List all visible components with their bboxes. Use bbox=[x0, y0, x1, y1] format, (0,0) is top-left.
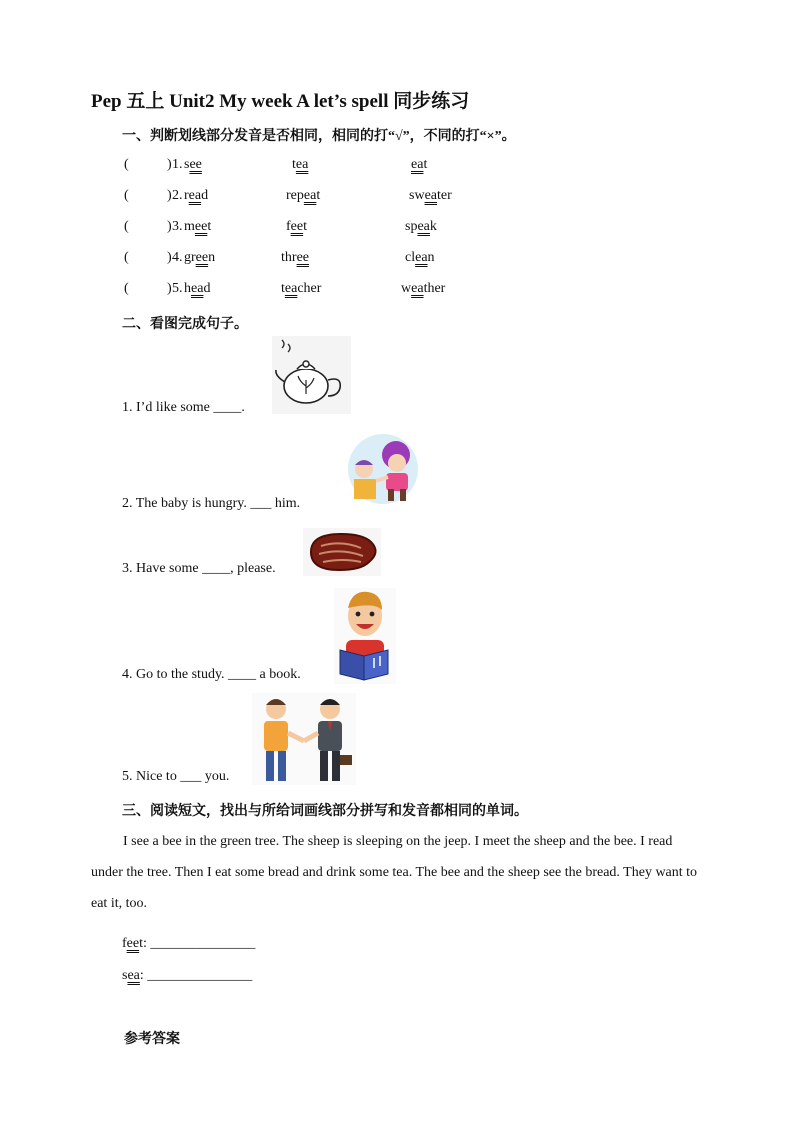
answer-paren-close: ) bbox=[167, 188, 172, 203]
question-3: 3. Have some ____, please. bbox=[122, 561, 276, 576]
answer-paren-open[interactable]: ( bbox=[124, 188, 129, 203]
word-part-u: ea bbox=[295, 157, 309, 172]
word-part-pre: r bbox=[184, 188, 189, 203]
word-part-post: ther bbox=[423, 281, 446, 296]
word-w3 bbox=[409, 188, 452, 204]
word-part-pre: rep bbox=[286, 188, 304, 203]
word-w2 bbox=[292, 157, 308, 173]
word-part-u: ea bbox=[411, 281, 424, 296]
word-part-u: ee bbox=[296, 250, 309, 265]
word-part-pre: s bbox=[184, 157, 190, 172]
word-part-post: d bbox=[203, 281, 211, 296]
word-part-post: n bbox=[208, 250, 216, 265]
answer-paren-open[interactable]: ( bbox=[124, 157, 129, 172]
word-part-post: n bbox=[427, 250, 435, 265]
word-post: t: bbox=[139, 936, 147, 951]
word-part-u: ea bbox=[284, 281, 298, 296]
word-part-post: ter bbox=[437, 188, 452, 203]
word-part-pre: w bbox=[401, 281, 412, 296]
boy-reading-image bbox=[334, 588, 396, 684]
word-part-u: ea bbox=[417, 219, 430, 234]
word-part-pre: sw bbox=[409, 188, 425, 203]
word-w3 bbox=[411, 157, 427, 173]
question-5: 5. Nice to ___ you. bbox=[122, 769, 230, 784]
word-w3 bbox=[401, 281, 445, 297]
word-part-u: ea bbox=[411, 157, 424, 172]
word-w1 bbox=[184, 157, 202, 173]
word-part-post: t bbox=[207, 219, 212, 234]
answer-paren-close: ) bbox=[167, 219, 172, 234]
word-post: : bbox=[139, 968, 144, 983]
word-part-u: ee bbox=[195, 250, 209, 265]
word-w3 bbox=[405, 250, 435, 266]
word-pre: f bbox=[122, 936, 127, 951]
answer-paren-close: ) bbox=[167, 250, 172, 265]
answer-paren-close: ) bbox=[167, 157, 172, 172]
question-1: 1. I’d like some ____. bbox=[122, 400, 245, 415]
word-part-u: ee bbox=[189, 157, 202, 172]
answer-blank-feet[interactable]: _______________ bbox=[150, 936, 256, 951]
row-number: 5. bbox=[172, 281, 183, 296]
section2-heading: 二、看图完成句子。 bbox=[122, 317, 248, 332]
word-w2 bbox=[286, 219, 307, 235]
word-part-post: cher bbox=[297, 281, 322, 296]
word-part-pre: cl bbox=[405, 250, 416, 265]
word-part-u: ea bbox=[303, 188, 317, 203]
section3-heading: 三、阅读短文，找出与所给词画线部分拼写和发音都相同的单词。 bbox=[122, 804, 528, 819]
page-title: Pep 五上 Unit2 My week A let’s spell 同步练习 bbox=[91, 91, 470, 112]
word-part-post: t bbox=[423, 157, 428, 172]
word-part-pre: thr bbox=[281, 250, 297, 265]
teapot-image bbox=[272, 336, 351, 414]
row-number: 1. bbox=[172, 157, 183, 172]
word-part-u: ea bbox=[424, 188, 437, 203]
word-part-post: t bbox=[316, 188, 321, 203]
word-part-post: d bbox=[201, 188, 209, 203]
word-underlined: ea bbox=[127, 968, 140, 983]
answer-paren-open[interactable]: ( bbox=[124, 281, 129, 296]
word-w1 bbox=[184, 188, 208, 204]
word-part-u: ea bbox=[191, 281, 204, 296]
question-2: 2. The baby is hungry. ___ him. bbox=[122, 496, 301, 511]
word-w2 bbox=[281, 281, 321, 297]
word-w3 bbox=[405, 219, 437, 235]
answer-paren-open[interactable]: ( bbox=[124, 219, 129, 234]
answer-blank-sea[interactable]: _______________ bbox=[147, 968, 253, 983]
answers-heading: 参考答案 bbox=[124, 1032, 180, 1047]
word-part-post: k bbox=[429, 219, 437, 234]
word-w2 bbox=[286, 188, 320, 204]
word-part-pre: h bbox=[184, 281, 191, 296]
feeding-baby-image bbox=[346, 433, 420, 505]
word-sea-line bbox=[122, 968, 252, 984]
word-part-pre: m bbox=[184, 219, 195, 234]
word-feet-line bbox=[122, 936, 255, 952]
word-part-pre: sp bbox=[405, 219, 418, 234]
word-underlined: ee bbox=[126, 936, 140, 951]
word-w1 bbox=[184, 281, 210, 297]
answer-paren-open[interactable]: ( bbox=[124, 250, 129, 265]
row-number: 4. bbox=[172, 250, 183, 265]
question-4: 4. Go to the study. ____ a book. bbox=[122, 667, 301, 682]
word-w1 bbox=[184, 219, 211, 235]
word-part-u: ea bbox=[415, 250, 428, 265]
word-w1 bbox=[184, 250, 215, 266]
word-part-post: t bbox=[303, 219, 307, 234]
answer-paren-close: ) bbox=[167, 281, 172, 296]
word-part-u: ea bbox=[188, 188, 202, 203]
word-part-u: ee bbox=[290, 219, 304, 234]
word-part-pre: gr bbox=[184, 250, 196, 265]
row-number: 2. bbox=[172, 188, 183, 203]
handshake-image bbox=[252, 693, 356, 785]
row-number: 3. bbox=[172, 219, 183, 234]
word-part-pre: f bbox=[286, 219, 291, 234]
word-part-pre: t bbox=[281, 281, 285, 296]
word-pre: s bbox=[122, 968, 128, 983]
word-w2 bbox=[281, 250, 309, 266]
word-part-u: ee bbox=[194, 219, 208, 234]
section1-heading: 一、判断划线部分发音是否相同，相同的打“√”，不同的打“×”。 bbox=[122, 129, 516, 144]
meat-image bbox=[303, 528, 381, 576]
word-part-pre: t bbox=[292, 157, 296, 172]
reading-passage: I see a bee in the green tree. The sheep is sleeping on the jeep. I meet the sheep and the bee. I read under the tree. Then I eat some bread and drink some tea. The bee and the sheep see the bread. They want to eat it, too. bbox=[91, 834, 698, 911]
